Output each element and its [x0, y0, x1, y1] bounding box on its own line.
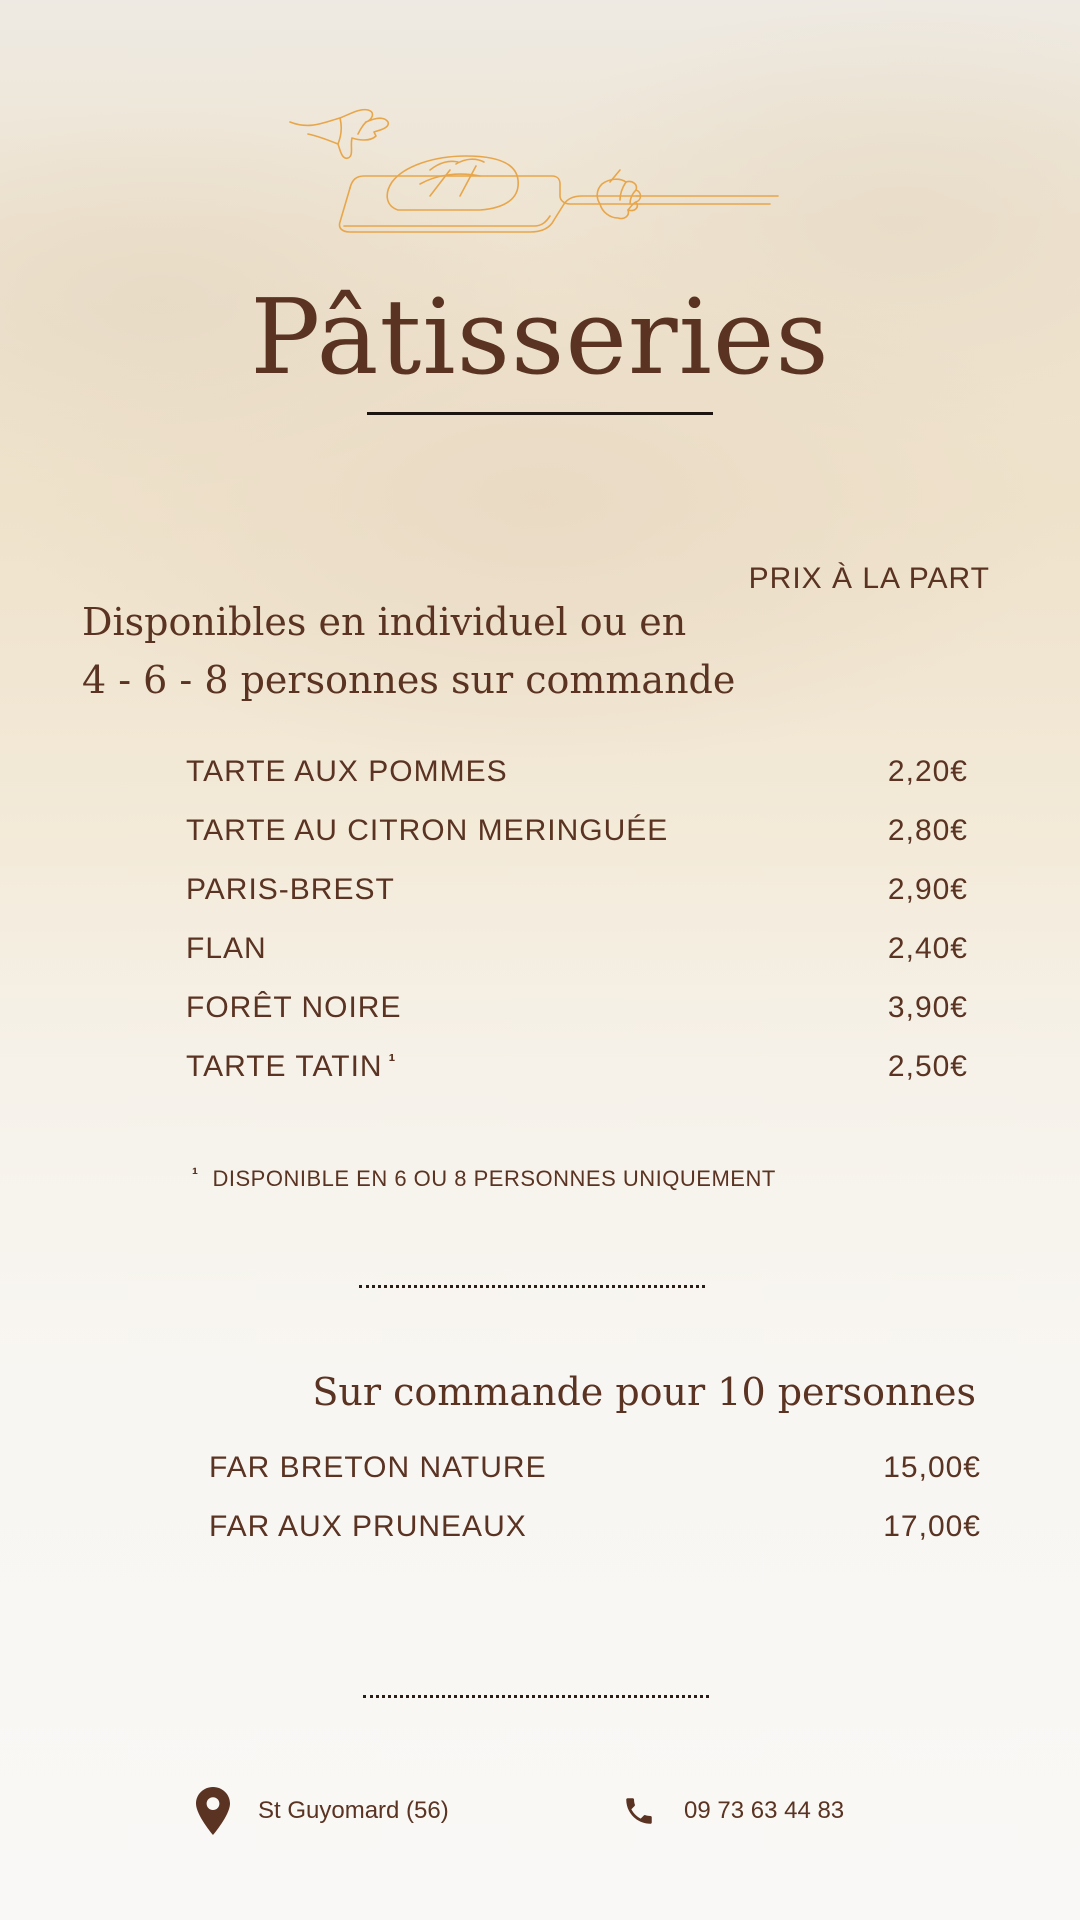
menu-item-row [186, 919, 968, 978]
menu-item-row [186, 742, 968, 801]
item-name: FAR BRETON NATURE [209, 1450, 547, 1484]
item-price: 2,50€ [887, 1049, 968, 1083]
menu-item-row [186, 978, 968, 1037]
dotted-divider [359, 1285, 705, 1288]
menu-item-row [209, 1438, 981, 1497]
item-price: 15,00€ [883, 1450, 981, 1484]
item-price: 2,90€ [887, 872, 968, 906]
section-subtitle-line-2: 4 - 6 - 8 personnes sur commande [82, 658, 736, 702]
item-name: FAR AUX PRUNEAUX [209, 1509, 527, 1543]
order-list [209, 1438, 981, 1556]
menu-item-row [209, 1497, 981, 1556]
footnote [192, 1164, 776, 1192]
item-price: 3,90€ [887, 990, 968, 1024]
map-pin-icon [196, 1787, 230, 1835]
item-name: PARIS-BREST [186, 872, 395, 906]
contact-location [196, 1786, 449, 1836]
dotted-divider [363, 1695, 709, 1698]
menu-item-row [186, 860, 968, 919]
phone-number[interactable]: 09 73 63 44 83 [684, 1797, 845, 1824]
page-title: Pâtisseries [250, 276, 830, 398]
location-text: St Guyomard (56) [258, 1797, 449, 1824]
phone-icon [622, 1794, 656, 1828]
pastry-list [186, 742, 968, 1096]
menu-item-row [186, 801, 968, 860]
item-name: TARTE AUX POMMES [186, 754, 508, 788]
bread-peel-illustration-icon [280, 100, 800, 250]
footnote-text: DISPONIBLE EN 6 OU 8 PERSONNES UNIQUEMENT [212, 1166, 776, 1191]
item-price: 2,80€ [887, 813, 968, 847]
section-subtitle-line-1: Disponibles en individuel ou en [82, 600, 687, 644]
item-price: 2,20€ [887, 754, 968, 788]
item-name: TARTE TATIN [186, 1049, 383, 1083]
item-price: 2,40€ [887, 931, 968, 965]
item-name-with-note [186, 1050, 396, 1084]
item-name: FORÊT NOIRE [186, 990, 402, 1024]
footnote-marker: ¹ [388, 1050, 397, 1073]
menu-item-row [186, 1037, 968, 1096]
footnote-marker: ¹ [192, 1164, 199, 1184]
item-name: TARTE AU CITRON MERINGUÉE [186, 813, 669, 847]
title-underline [367, 412, 713, 415]
price-column-header: PRIX À LA PART [748, 562, 990, 595]
item-name: FLAN [186, 931, 267, 965]
contact-phone [622, 1786, 844, 1836]
item-price: 17,00€ [883, 1509, 981, 1543]
order-section-title: Sur commande pour 10 personnes [312, 1370, 976, 1414]
